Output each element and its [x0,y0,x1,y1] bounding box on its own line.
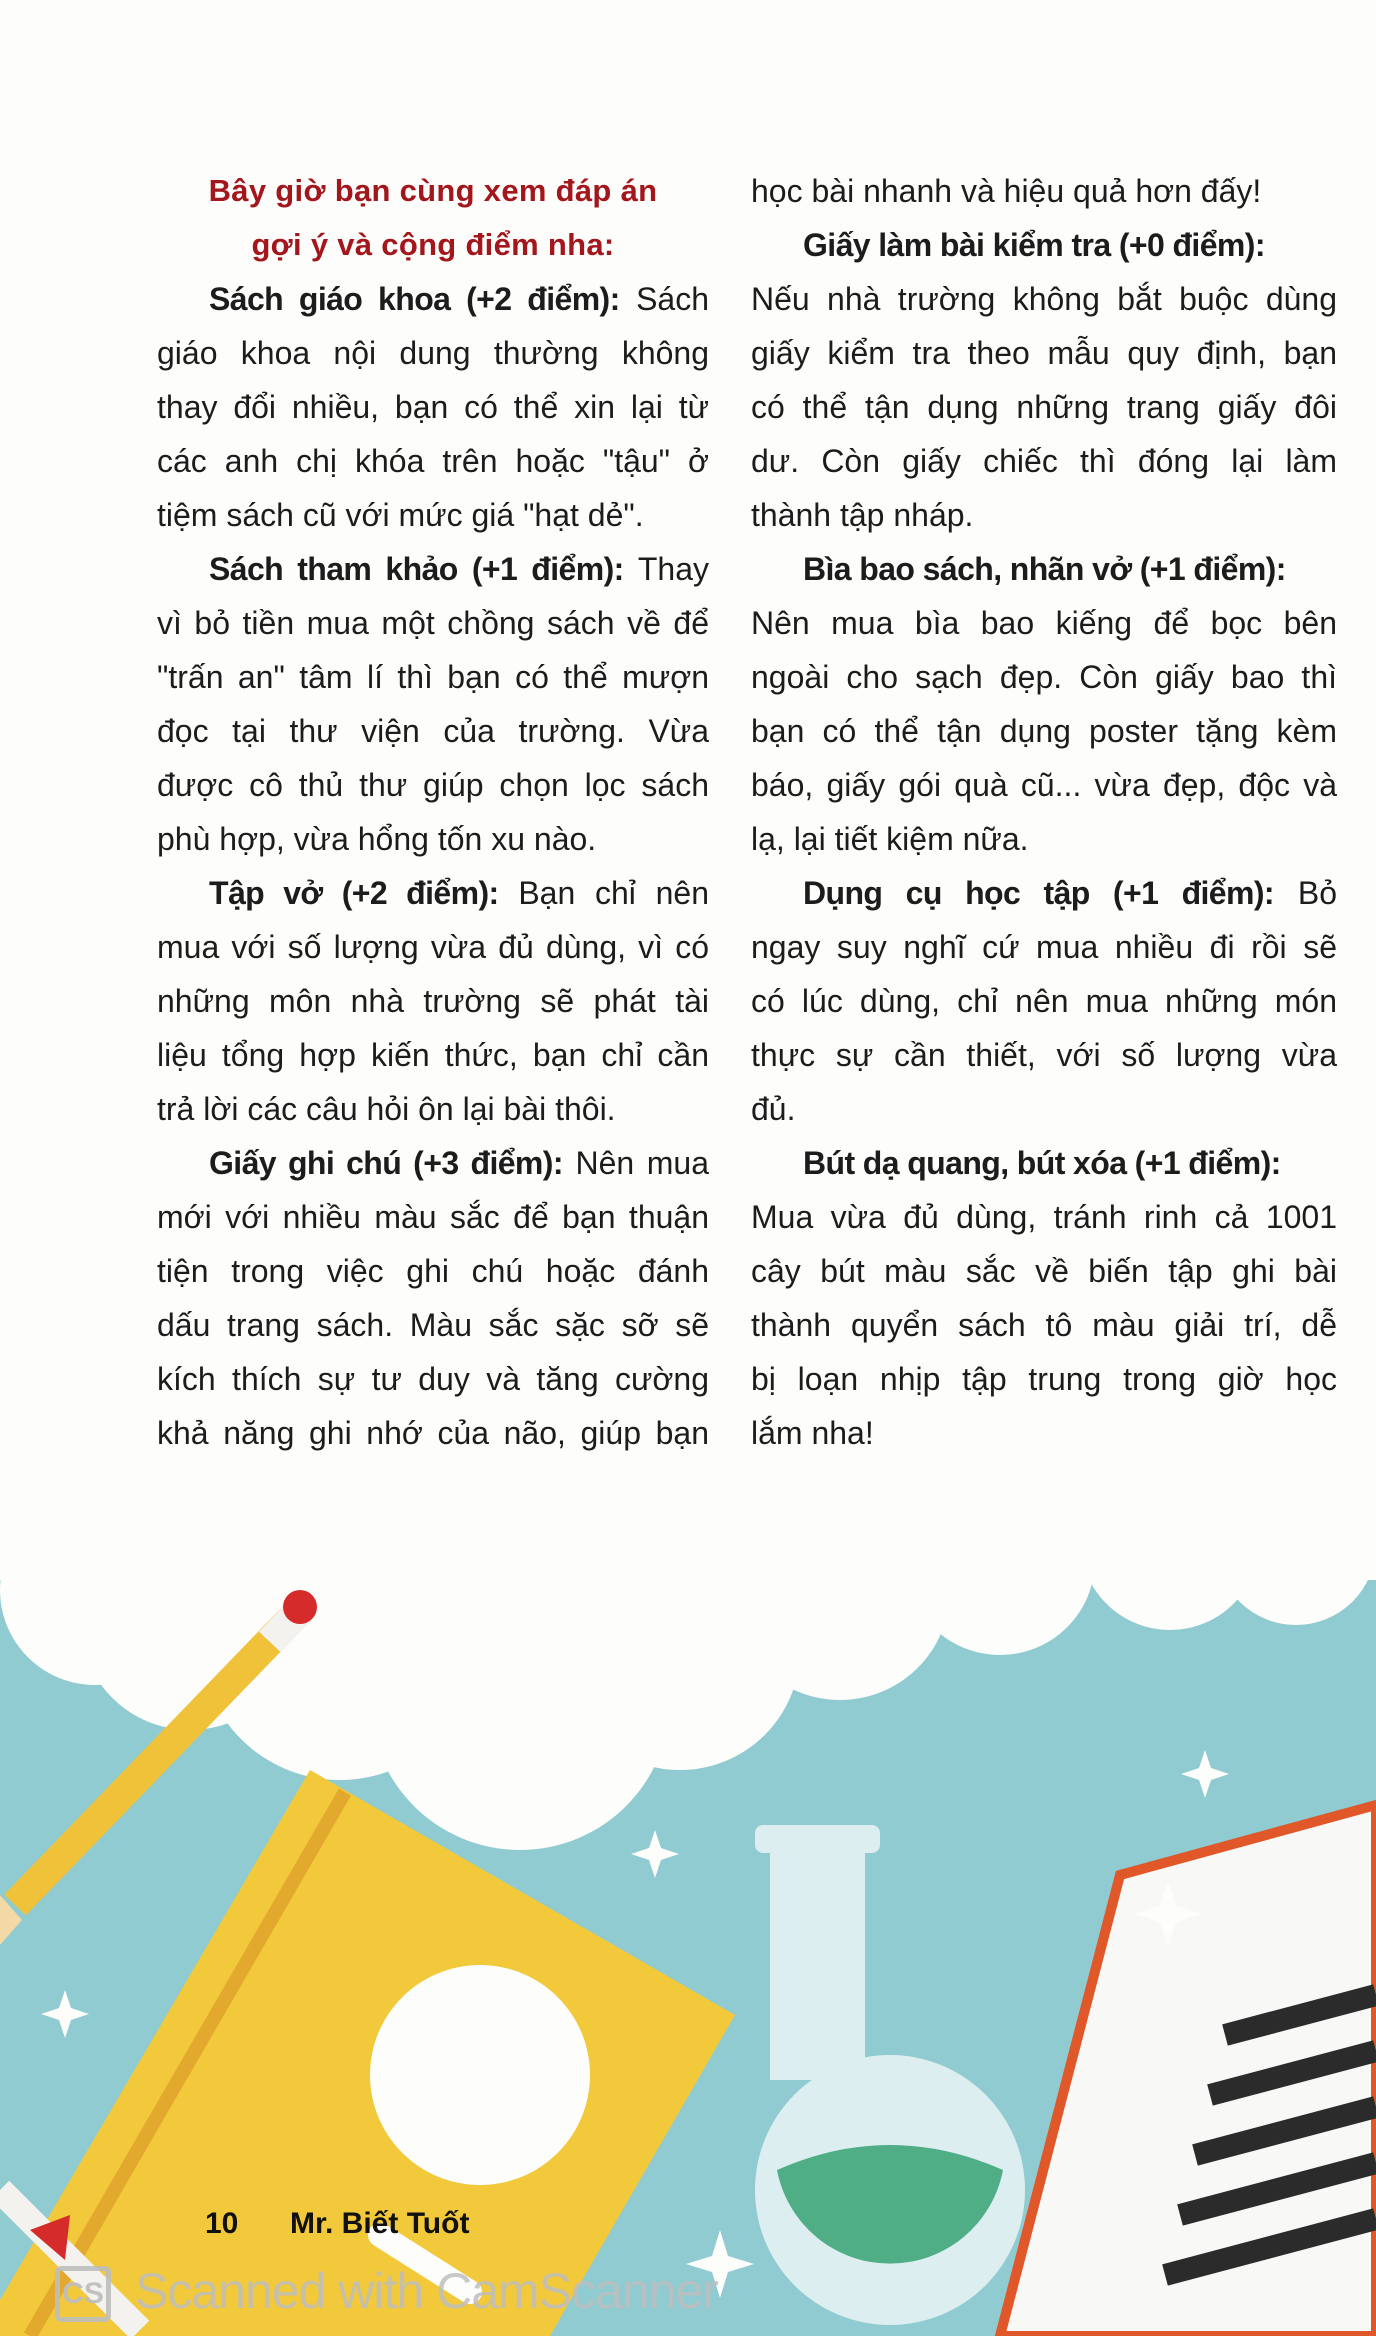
paragraph-first-line [751,542,1337,596]
item-title: Sách giáo khoa (+2 điểm): [209,281,620,317]
text-line: thay đổi nhiều, bạn có thể xin lại từ [157,389,709,425]
paragraph-first-line [751,866,1337,920]
paragraph-first-line [751,1136,1337,1190]
right-column [751,164,1337,1460]
text-line: những môn nhà trường sẽ phát tài [157,983,709,1019]
text-line: mới với nhiều màu sắc để bạn thuận [157,1199,709,1235]
text-line: đủ. [751,1091,796,1127]
item-text: Bạn chỉ nên [518,875,710,911]
text-line: có lúc dùng, chỉ nên mua những món [751,983,1337,1019]
text-line: trả lời các câu hỏi ôn lại bài thôi. [157,1091,616,1127]
text-line: tiệm sách cũ với mức giá "hạt dẻ". [157,497,644,533]
text-line: bị loạn nhịp tập trung trong giờ học [751,1361,1337,1397]
text-line: dấu trang sách. Màu sắc sặc sỡ sẽ [157,1307,709,1343]
paragraph-first-line [157,542,709,596]
text-line: liệu tổng hợp kiến thức, bạn chỉ cần [157,1037,709,1073]
item-text: Sách [636,281,709,317]
page-number: 10 [205,2207,239,2240]
item-title: Sách tham khảo (+1 điểm): [209,551,624,587]
text-line: các anh chị khóa trên hoặc "tậu" ở [157,443,709,479]
text-line: báo, giấy gói quà cũ... vừa đẹp, độc và [751,767,1337,803]
continuation-line: học bài nhanh và hiệu quả hơn đấy! [751,173,1262,209]
item-title: Dụng cụ học tập (+1 điểm): [803,875,1274,911]
text-line: Nếu nhà trường không bắt buộc dùng [751,281,1337,317]
text-line: phù hợp, vừa hổng tốn xu nào. [157,821,597,857]
text-line: dư. Còn giấy chiếc thì đóng lại làm [751,443,1337,479]
text-line: lắm nha! [751,1415,874,1451]
item-title: Bút dạ quang, bút xóa (+1 điểm): [803,1145,1281,1181]
text-line: "trấn an" tâm lí thì bạn có thể mượn [157,659,709,695]
text-line: được cô thủ thư giúp chọn lọc sách [157,767,709,803]
item-text: Nên mua [575,1145,710,1181]
item-title: Bìa bao sách, nhãn vở (+1 điểm): [803,551,1286,587]
item-title: Tập vở (+2 điểm): [209,875,499,911]
item-text: Thay [637,551,709,587]
paragraph-first-line [751,218,1337,272]
paragraph-first-line [157,1136,709,1190]
section-heading: gợi ý và cộng điểm nha: [251,227,615,262]
text-line: Nên mua bìa bao kiếng để bọc bên [751,605,1337,641]
section-heading: Bây giờ bạn cùng xem đáp án [208,173,658,208]
watermark-text: Scanned with CamScanner [135,2263,718,2319]
text-line: thành tập nháp. [751,497,974,533]
text-line: giấy kiểm tra theo mẫu quy định, bạn [751,335,1337,371]
left-column [157,164,709,1460]
text-line: lạ, lại tiết kiệm nữa. [751,821,1029,857]
paragraph-first-line [157,272,709,326]
text-line: tiện trong việc ghi chú hoặc đánh [157,1253,709,1289]
text-line: giáo khoa nội dung thường không [157,335,709,371]
text-line: khả năng ghi nhớ của não, giúp bạn [157,1415,709,1451]
text-line: Mua vừa đủ dùng, tránh rinh cả 1001 [751,1199,1337,1235]
item-title: Giấy làm bài kiểm tra (+0 điểm): [803,227,1265,263]
text-line: có thể tận dụng những trang giấy đôi [751,389,1337,425]
text-line: thực sự cần thiết, với số lượng vừa [751,1037,1337,1073]
text-line: cây bút màu sắc về biến tập ghi bài [751,1253,1337,1289]
text-line: kích thích sự tư duy và tăng cường [157,1361,709,1397]
text-line: ngoài cho sạch đẹp. Còn giấy bao thì [751,659,1337,695]
text-line: vì bỏ tiền mua một chồng sách về để [157,605,709,641]
text-line: bạn có thể tận dụng poster tặng kèm [751,713,1337,749]
text-line: mua với số lượng vừa đủ dùng, vì có [157,929,709,965]
item-text: Bỏ [1297,875,1337,911]
camscanner-logo: CS [55,2266,111,2322]
book-title: Mr. Biết Tuốt [290,2207,470,2240]
paragraph-first-line [157,866,709,920]
item-title: Giấy ghi chú (+3 điểm): [209,1145,563,1181]
text-line: đọc tại thư viện của trường. Vừa [157,713,709,749]
text-line: thành quyển sách tô màu giải trí, dễ [751,1307,1337,1343]
text-line: ngay suy nghĩ cứ mua nhiều đi rồi sẽ [751,929,1337,965]
